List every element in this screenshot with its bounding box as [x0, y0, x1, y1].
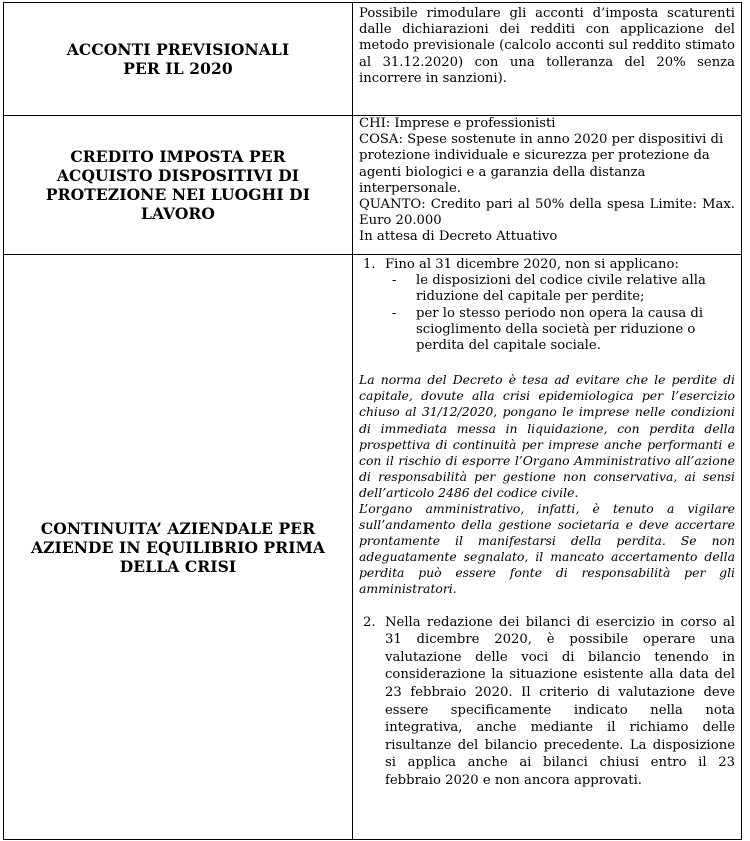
row-description-cell	[353, 3, 742, 116]
list-item	[359, 614, 735, 790]
row-title-line: LAVORO	[140, 204, 216, 223]
note-paragraph: La norma del Decreto è tesa ad evitare che le perdite di capitale, dovute alla crisi epidemiologica per l’esercizio chiuso al 31/12/2020, pongano le imprese nelle condizioni di immediata messa in liquidazione, con perdita della prospettiva di continuità per imprese anche performanti e con il rischio di esporre l’Organo Amministrativo all’azione di responsabilità per gestione non conservativa, ai sensi dell’articolo 2486 del codice civile.	[359, 372, 735, 500]
row-title-line: ACCONTI PREVISIONALI	[66, 40, 290, 59]
dash-bullet-icon: -	[392, 305, 397, 321]
list-number: 1.	[363, 257, 376, 272]
bullet-list	[385, 273, 735, 354]
who-line: CHI: Imprese e professionisti	[359, 116, 556, 131]
row-description	[359, 255, 735, 789]
how-much-line: QUANTO: Credito pari al 50% della spesa Limite: Max. Euro 20.000	[359, 197, 735, 229]
row-title-cell	[4, 116, 353, 255]
row-description: Possibile rimodulare gli acconti d’imposta scaturenti dalle dichiarazioni dei redditi con applicazione del metodo previsionale (calcolo acconti sul reddito stimato al 31.12.2020) con una tolleranza del 20% senza incorrere in sanzioni).	[359, 6, 735, 86]
row-description	[359, 116, 735, 246]
numbered-list	[359, 614, 735, 790]
row-title-line: CREDITO IMPOSTA PER	[70, 147, 286, 166]
bullet-text: per lo stesso periodo non opera la causa di scioglimento della società per riduzione o perdita del capitale sociale.	[416, 305, 704, 354]
row-title-cell	[4, 3, 353, 116]
row-title-line: PROTEZIONE NEI LUOGHI DI	[45, 185, 311, 204]
list-number: 2.	[363, 614, 376, 630]
list-item	[359, 257, 735, 354]
row-title-line: PER IL 2020	[123, 59, 233, 78]
row-title-cell	[4, 255, 353, 840]
row-description-cell	[353, 255, 742, 840]
row-title-line: DELLA CRISI	[119, 556, 237, 576]
note-paragraph: L’organo amministrativo, infatti, è tenuto a vigilare sull’andamento della gestione societaria e deve accertare prontamente il manifestarsi della perdita. Se non adeguatamente segnalato, il mancato accertamento della perdita può essere fonte di responsabilità per gli amministratori.	[359, 500, 735, 597]
row-title-line: AZIENDE IN EQUILIBRIO PRIMA	[30, 537, 326, 557]
list-item-text: Fino al 31 dicembre 2020, non si applicano:	[385, 257, 679, 272]
dash-bullet-icon: -	[392, 273, 397, 289]
status-line: In attesa di Decreto Attuativo	[359, 229, 558, 245]
row-title	[4, 147, 352, 223]
numbered-list	[359, 257, 735, 354]
spacer	[359, 598, 735, 614]
table-row	[4, 255, 742, 840]
row-title	[4, 40, 352, 78]
measures-table	[3, 2, 742, 840]
bullet-item	[385, 273, 735, 305]
bullet-item	[385, 306, 735, 355]
table-row	[4, 116, 742, 255]
bullet-text: le disposizioni del codice civile relative alla riduzione del capitale per perdite;	[416, 273, 706, 305]
table-row	[4, 3, 742, 116]
row-title-line: ACQUISTO DISPOSITIVI DI	[56, 166, 300, 185]
list-item-text: Nella redazione dei bilanci di esercizio in corso al 31 dicembre 2020, è possibile operare una valutazione delle voci di bilancio tenendo in considerazione la situazione esistente alla data del 23 febbraio 2020. Il criterio di valutazione deve essere specificamente indicato nella nota integrativa, anche mediante il richiamo delle risultanze del bilancio precedente. La disposizione si applica anche ai bilanci chiusi entro il 23 febbraio 2020 e non ancora approvati.	[385, 614, 735, 788]
what-line: COSA: Spese sostenute in anno 2020 per dispositivi di protezione individuale e sicurezza per protezione da agenti biologici e a garanzia della distanza interpersonale.	[359, 132, 724, 196]
row-title-line: CONTINUITA’ AZIENDALE PER	[40, 518, 316, 538]
row-title	[4, 519, 352, 576]
spacer	[359, 354, 735, 372]
row-description-cell	[353, 116, 742, 255]
